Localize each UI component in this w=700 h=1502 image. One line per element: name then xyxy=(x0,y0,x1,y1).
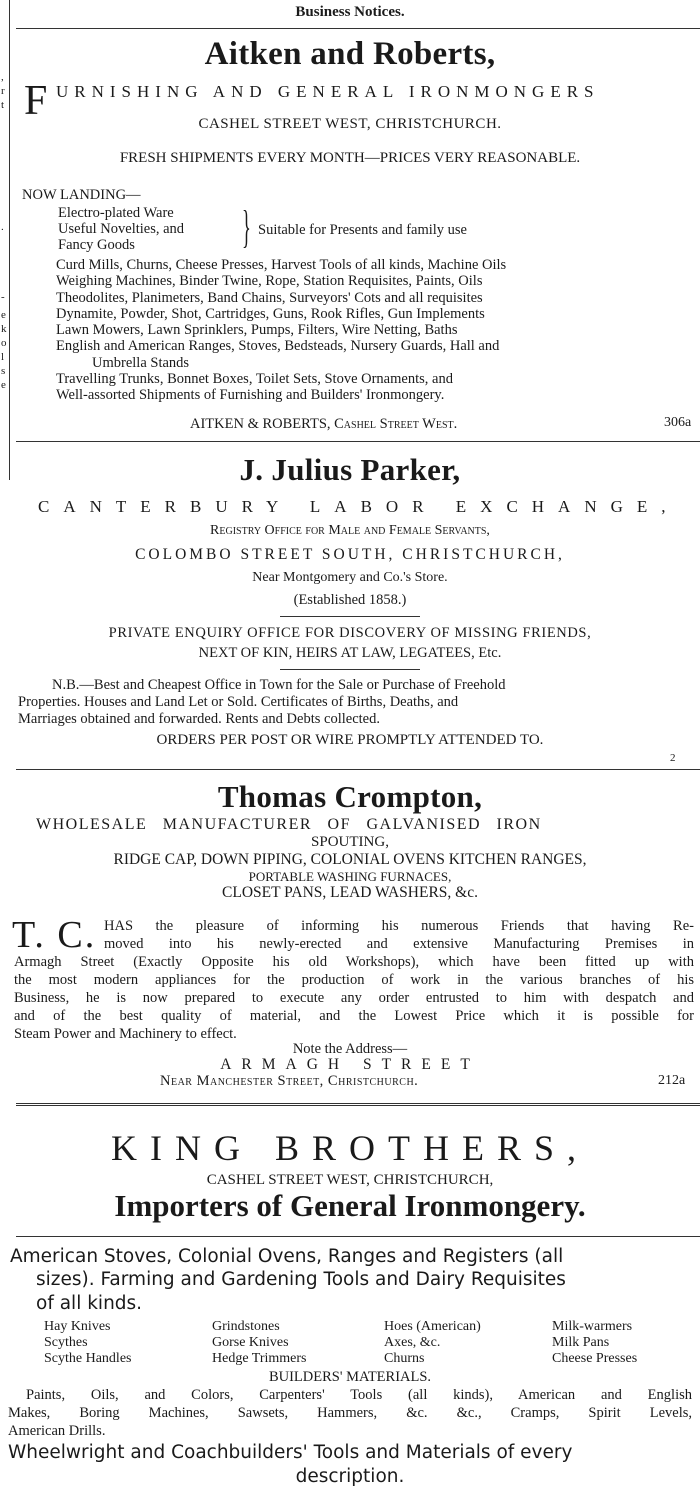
crompton-line-2: SPOUTING, xyxy=(311,834,389,850)
king-paints-3: American Drills. xyxy=(8,1423,106,1439)
section-rule xyxy=(16,769,700,770)
parker-registry: Registry Office for Male and Female Servants, xyxy=(210,523,490,538)
braced-item: Electro-plated Ware xyxy=(58,205,174,221)
crompton-ref: 212a xyxy=(658,1073,686,1088)
list-item: Cheese Presses xyxy=(552,1351,638,1366)
aitken-drop-cap: F xyxy=(24,78,48,124)
aitken-braced-items xyxy=(58,205,184,253)
crompton-street: ARMAGH STREET xyxy=(220,1056,480,1073)
king-address: CASHEL STREET WEST, CHRISTCHURCH, xyxy=(206,1172,494,1188)
adjacent-column-edge: , r t . - e k o l s e xyxy=(0,0,10,480)
crompton-line-3: RIDGE CAP, DOWN PIPING, COLONIAL OVENS KITCHEN RANGES, xyxy=(113,851,587,868)
parker-title: J. Julius Parker, xyxy=(239,452,461,487)
braced-item: Useful Novelties, and xyxy=(58,221,185,237)
aitken-address: CASHEL STREET WEST, CHRISTCHURCH. xyxy=(198,116,502,132)
king-wheel-2: description. xyxy=(295,1466,405,1487)
list-item: Travelling Trunks, Bonnet Boxes, Toilet Sets, Stove Ornaments, and xyxy=(56,371,453,388)
list-item: Umbrella Stands xyxy=(92,354,190,371)
king-builders: BUILDERS' MATERIALS. xyxy=(268,1369,432,1385)
section-rule xyxy=(16,441,700,442)
parker-enquiry-2: NEXT OF KIN, HEIRS AT LAW, LEGATEES, Etc. xyxy=(198,645,502,661)
king-paints-1: Paints, Oils, and Colors, Carpenters' Tools (all kinds), American and English xyxy=(26,1387,692,1403)
list-item: Theodolites, Planimeters, Band Chains, Surveyors' Cots and all requisites xyxy=(56,289,483,306)
list-item: Dynamite, Powder, Shot, Cartridges, Guns, Rook Rifles, Gun Implements xyxy=(56,305,485,322)
parker-nb-3: Marriages obtained and forwarded. Rents and Debts collected. xyxy=(18,711,380,727)
crompton-line-1: WHOLESALE MANUFACTURER OF GALVANISED IRON xyxy=(36,816,542,833)
king-tools-column-3 xyxy=(384,1319,481,1367)
parker-address: COLOMBO STREET SOUTH, CHRISTCHURCH, xyxy=(135,546,565,563)
list-item: Churns xyxy=(384,1351,425,1366)
list-item: Hay Knives xyxy=(44,1319,111,1334)
list-item: Lawn Mowers, Lawn Sprinklers, Pumps, Filters, Wire Netting, Baths xyxy=(56,322,458,339)
king-importers: Importers of General Ironmongery. xyxy=(114,1188,586,1223)
crompton-line-4: PORTABLE WASHING FURNACES, xyxy=(248,869,452,884)
header-rule xyxy=(16,28,700,29)
crompton-line-5: CLOSET PANS, LEAD WASHERS, &c. xyxy=(222,884,478,901)
brace-icon: } xyxy=(242,201,251,252)
section-rule xyxy=(16,1103,700,1106)
aitken-ref: 306a xyxy=(664,415,692,430)
crompton-near: Near Manchester Street, Christchurch. xyxy=(160,1073,419,1089)
aitken-braced-note: Suitable for Presents and family use xyxy=(258,222,467,238)
short-rule xyxy=(280,669,420,670)
parker-enquiry-1: PRIVATE ENQUIRY OFFICE FOR DISCOVERY OF MISSING FRIENDS, xyxy=(108,625,592,641)
list-item: Well-assorted Shipments of Furnishing and Builders' Ironmongery. xyxy=(56,387,445,404)
crompton-body-7: Steam Power and Machinery to effect. xyxy=(14,1026,237,1042)
braced-item: Fancy Goods xyxy=(58,237,135,253)
crompton-note: Note the Address— xyxy=(292,1041,408,1057)
aitken-signature: AITKEN & ROBERTS, Cashel Street West. xyxy=(190,416,458,432)
aitken-shipments: FRESH SHIPMENTS EVERY MONTH—PRICES VERY REASONABLE. xyxy=(119,150,581,166)
crompton-title: Thomas Crompton, xyxy=(217,779,483,814)
list-item: Milk-warmers xyxy=(552,1319,633,1334)
king-tools-column-2 xyxy=(212,1319,307,1367)
crompton-body-1: HAS the pleasure of informing his numerous Friends that having Re- xyxy=(104,918,694,934)
list-item: English and American Ranges, Stoves, Bedsteads, Nursery Guards, Hall and xyxy=(56,338,500,355)
short-rule xyxy=(280,616,420,617)
list-item: Scythe Handles xyxy=(44,1351,132,1366)
list-item: Milk Pans xyxy=(552,1335,610,1350)
aitken-subtitle: URNISHING AND GENERAL IRONMONGERS xyxy=(56,82,600,101)
crompton-body-3: Armagh Street (Exactly Opposite his old Workshops), which have been fitted up with xyxy=(14,954,694,970)
king-stoves-3: of all kinds. xyxy=(36,1293,143,1314)
aitken-item-list xyxy=(56,257,696,404)
section-rule xyxy=(16,1236,700,1237)
parker-nb-2: Properties. Houses and Land Let or Sold. Certificates of Births, Deaths, and xyxy=(18,694,459,710)
list-item: Hedge Trimmers xyxy=(212,1351,307,1366)
crompton-body-5: Business, he is now prepared to execute any order entrusted to him with despatch and xyxy=(14,990,694,1006)
parker-nb-1: N.B.—Best and Cheapest Office in Town for the Sale or Purchase of Freehold xyxy=(52,677,506,693)
page-header: Business Notices. xyxy=(295,4,405,20)
parker-near: Near Montgomery and Co.'s Store. xyxy=(252,570,448,585)
king-title: KING BROTHERS, xyxy=(110,1128,589,1168)
list-item: Scythes xyxy=(44,1335,88,1350)
list-item: Weighing Machines, Binder Twine, Rope, Station Requisites, Paints, Oils xyxy=(56,273,483,290)
list-item: Curd Mills, Churns, Cheese Presses, Harvest Tools of all kinds, Machine Oils xyxy=(56,257,507,273)
parker-established: (Established 1858.) xyxy=(293,592,407,608)
crompton-drop-cap: T. C. xyxy=(12,914,97,956)
king-paints-2: Makes, Boring Machines, Sawsets, Hammers, &c. &c., Cramps, Spirit Levels, xyxy=(8,1405,692,1421)
king-tools-column-1 xyxy=(44,1319,131,1367)
king-stoves-1: American Stoves, Colonial Ovens, Ranges and Registers (all xyxy=(10,1246,564,1267)
aitken-now-landing: NOW LANDING— xyxy=(22,187,141,203)
king-wheel-1: Wheelwright and Coachbuilders' Tools and Materials of every xyxy=(8,1442,573,1463)
crompton-body-2: moved into his newly-erected and extensive Manufacturing Premises in xyxy=(104,936,694,952)
aitken-title: Aitken and Roberts, xyxy=(204,36,496,72)
king-tools-column-4 xyxy=(552,1319,637,1367)
list-item: Axes, &c. xyxy=(384,1335,441,1350)
parker-subtitle: CANTERBURY LABOR EXCHANGE, xyxy=(38,497,680,516)
king-stoves-2: sizes). Farming and Gardening Tools and Dairy Requisites xyxy=(36,1269,566,1290)
parker-orders: ORDERS PER POST OR WIRE PROMPTLY ATTENDED TO. xyxy=(156,732,544,748)
crompton-body-6: and of the best quality of material, and the Lowest Price which it is possible for xyxy=(14,1008,694,1024)
list-item: Gorse Knives xyxy=(212,1335,289,1350)
list-item: Grindstones xyxy=(212,1319,280,1334)
parker-ref: 2 xyxy=(670,752,676,764)
crompton-body-4: the most modern appliances for the production of work in the various branches of his xyxy=(14,972,694,988)
list-item: Hoes (American) xyxy=(384,1319,481,1334)
